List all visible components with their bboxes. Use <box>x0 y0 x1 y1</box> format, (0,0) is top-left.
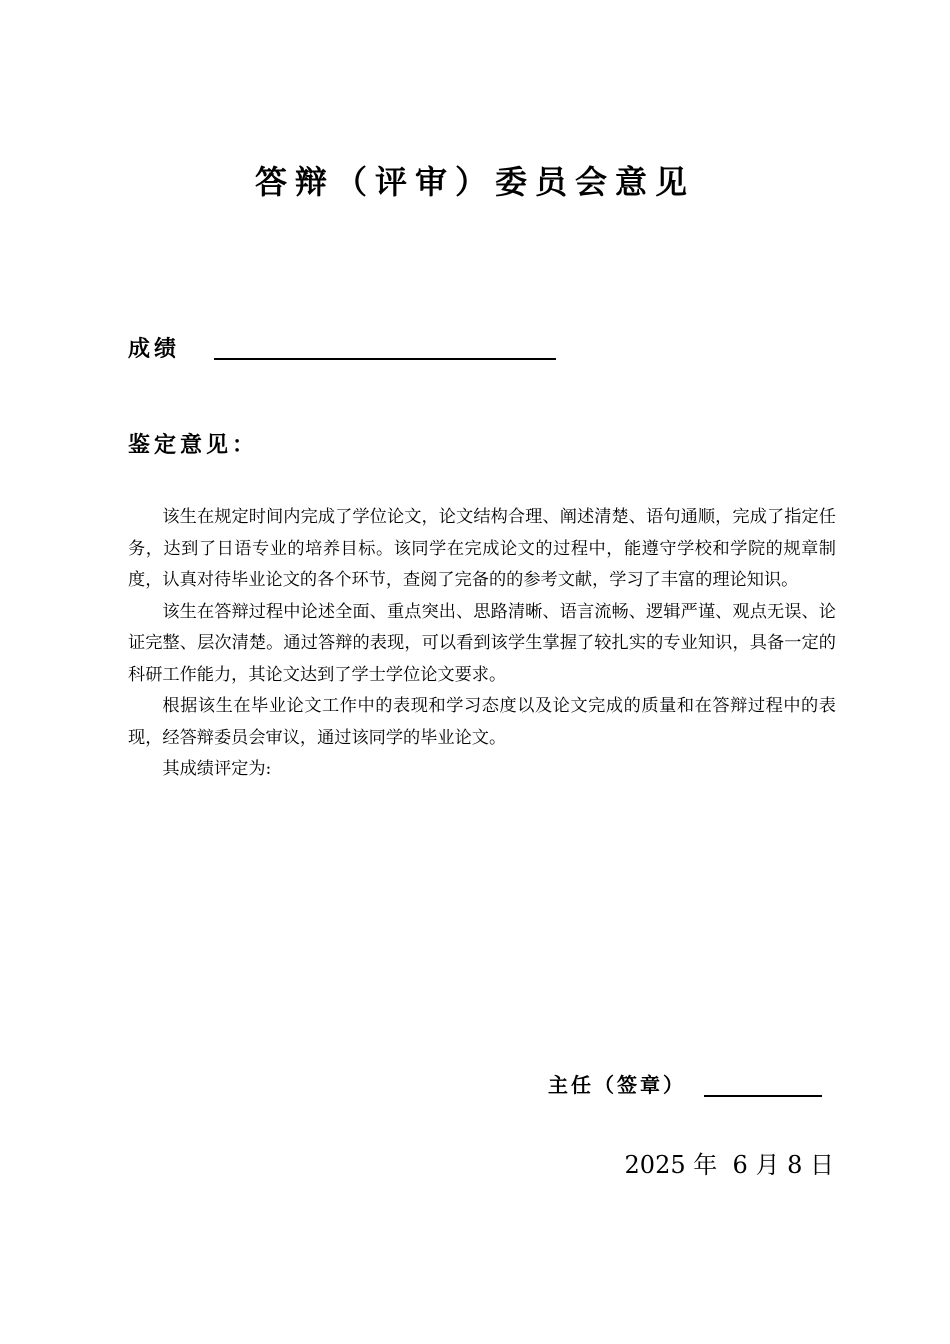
page-title: 答辩（评审）委员会意见 <box>254 163 695 201</box>
signature-blank-line <box>704 1071 822 1097</box>
opinion-body <box>128 502 836 786</box>
grade-label: 成绩 <box>128 336 181 362</box>
date-day: 8 <box>787 1151 803 1179</box>
grade-row <box>128 330 556 364</box>
opinion-paragraph: 根据该生在毕业论文工作中的表现和学习态度以及论文完成的质量和在答辩过程中的表现，经答辩委员会审议，通过该同学的毕业论文。 <box>128 696 836 748</box>
date-year-unit: 年 <box>693 1151 718 1179</box>
opinion-paragraph: 该生在答辩过程中论述全面、重点突出、思路清晰、语言流畅、逻辑严谨、观点无误、论证完整、层次清楚。通过答辩的表现，可以看到该学生掌握了较扎实的专业知识，具备一定的科研工作能力，其论文达到了学士学位论文要求。 <box>128 601 836 685</box>
signature-row <box>548 1070 822 1100</box>
opinion-paragraph: 该生在规定时间内完成了学位论文，论文结构合理、阐述清楚、语句通顺，完成了指定任务，达到了日语专业的培养目标。该同学在完成论文的过程中，能遵守学校和学院的规章制度，认真对待毕业论文的各个环节，查阅了完备的的参考文献，学习了丰富的理论知识。 <box>128 507 836 590</box>
date-day-unit: 日 <box>810 1151 834 1179</box>
grade-blank-line <box>214 332 556 360</box>
date-row <box>625 1148 834 1182</box>
date-month-unit: 月 <box>755 1151 780 1179</box>
signature-label: 主任（签章） <box>548 1073 686 1097</box>
opinion-paragraph: 其成绩评定为: <box>162 759 272 779</box>
date-year: 2025 <box>624 1151 686 1179</box>
opinion-heading: 鉴定意见： <box>128 432 259 458</box>
date-month: 6 <box>732 1151 748 1179</box>
